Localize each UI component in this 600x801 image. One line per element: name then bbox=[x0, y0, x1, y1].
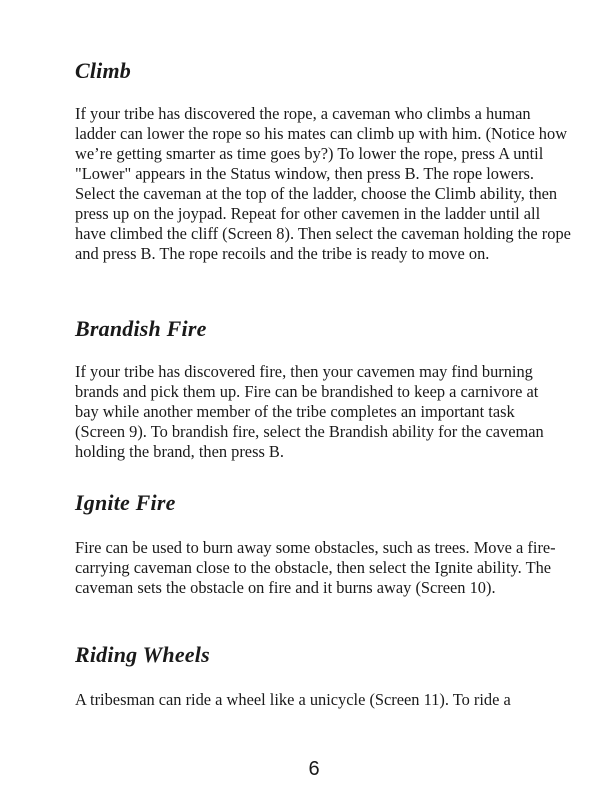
section-heading: Brandish Fire bbox=[75, 316, 207, 341]
section-heading: Riding Wheels bbox=[75, 642, 210, 667]
section-ignite-fire bbox=[75, 490, 575, 597]
section-climb bbox=[75, 58, 575, 263]
section-brandish-fire bbox=[75, 316, 575, 461]
section-heading: Ignite Fire bbox=[75, 490, 176, 515]
section-riding-wheels bbox=[75, 642, 575, 709]
page-number: 6 bbox=[308, 758, 320, 780]
section-body: A tribesman can ride a wheel like a unicycle (Screen 11). To ride a bbox=[75, 690, 511, 709]
section-heading: Climb bbox=[75, 58, 132, 83]
section-body: Fire can be used to burn away some obstacles, such as trees. Move a fire-carrying caveman close to the obstacle, then select the Ignite ability. The caveman sets the obstacle on fire and it burns away (Screen 10). bbox=[75, 538, 556, 597]
section-body: If your tribe has discovered fire, then your cavemen may find burning brands and pick them up. Fire can be brandished to keep a carnivore at bay while another member of the tribe completes an important task (Screen 9). To brandish fire, select the Brandish ability for the caveman holding the brand, then press B. bbox=[75, 362, 544, 461]
section-body: If your tribe has discovered the rope, a caveman who climbs a human ladder can lower the rope so his mates can climb up with him. (Notice how we’re getting smarter as time goes by?) To lower the rope, press A until "Lower" appears in the Status window, then press B. The rope lowers. Select the caveman at the top of the ladder, choose the Climb ability, then press up on the joypad. Repeat for other cavemen in the ladder until all have climbed the cliff (Screen 8). Then select the caveman holding the rope and press B. The rope recoils and the tribe is ready to move on. bbox=[75, 104, 571, 263]
